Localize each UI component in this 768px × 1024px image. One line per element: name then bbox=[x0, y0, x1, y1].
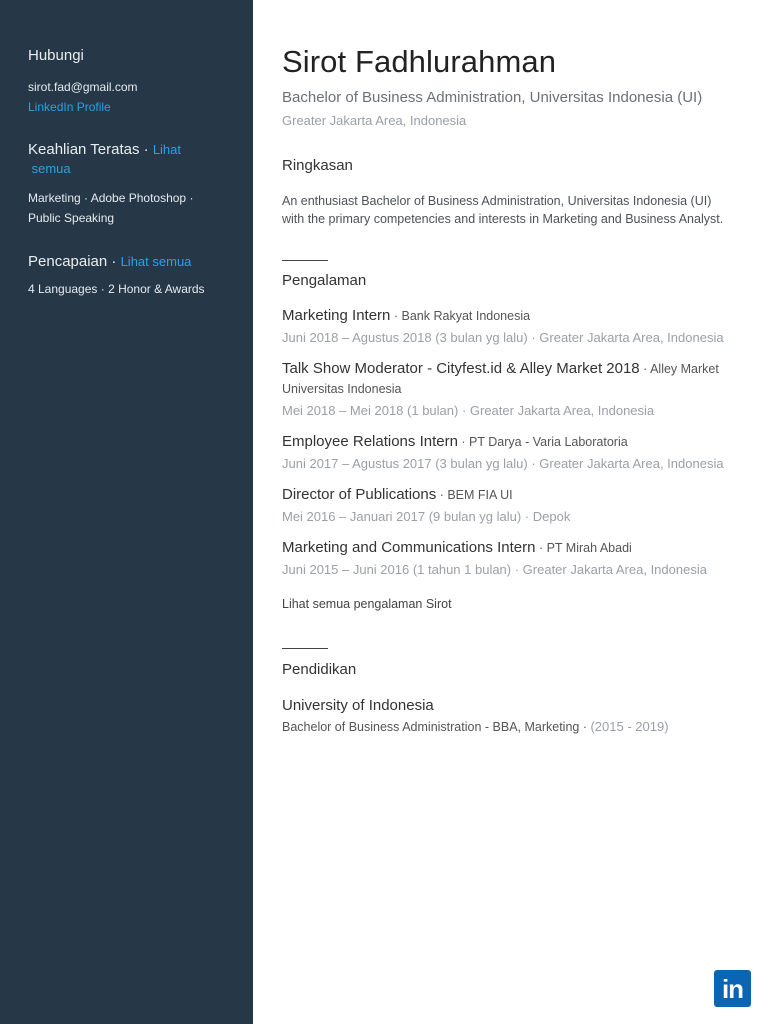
job-meta: Juni 2018 – Agustus 2018 (3 bulan yg lalu) · Greater Jakarta Area, Indonesia bbox=[282, 330, 724, 345]
section-divider bbox=[282, 648, 328, 649]
linkedin-logo-icon: in bbox=[714, 970, 751, 1007]
section-divider bbox=[282, 260, 328, 261]
degree-line bbox=[282, 718, 752, 736]
profile-name: Sirot Fadhlurahman bbox=[282, 44, 557, 79]
job-role: Marketing and Communications Intern bbox=[282, 539, 536, 556]
experience-heading bbox=[282, 359, 752, 399]
job-org: · BEM FIA UI bbox=[436, 488, 513, 502]
skills-see-all-link-line1[interactable]: Lihat bbox=[152, 142, 182, 157]
email-text: sirot.fad@gmail.com bbox=[28, 80, 138, 94]
achievements-heading-label: Pencapaian · bbox=[28, 253, 121, 270]
experience-heading bbox=[282, 306, 752, 326]
experience-item bbox=[282, 485, 752, 526]
skills-list bbox=[28, 188, 233, 228]
job-role: Director of Publications bbox=[282, 486, 437, 503]
degree-text: Bachelor of Business Administration - BBA, Marketing · bbox=[282, 720, 591, 734]
summary-title: Ringkasan bbox=[282, 157, 353, 174]
job-role: Employee Relations Intern bbox=[282, 433, 458, 450]
profile-location: Greater Jakarta Area, Indonesia bbox=[282, 113, 467, 128]
job-org: · PT Darya - Varia Laboratoria bbox=[457, 435, 628, 449]
school-name: University of Indonesia bbox=[282, 697, 434, 714]
summary-text: An enthusiast Bachelor of Business Administration, Universitas Indonesia (UI) with the primary competencies and interests in Marketing and Business Analyst. bbox=[282, 194, 724, 226]
see-all-experience-link[interactable]: Lihat semua pengalaman Sirot bbox=[282, 597, 452, 611]
job-meta: Juni 2015 – Juni 2016 (1 tahun 1 bulan) · Greater Jakarta Area, Indonesia bbox=[282, 562, 707, 577]
experience-item bbox=[282, 359, 752, 420]
job-meta: Mei 2016 – Januari 2017 (9 bulan yg lalu) · Depok bbox=[282, 509, 571, 524]
linkedin-profile-link[interactable]: LinkedIn Profile bbox=[28, 100, 111, 114]
achievements-heading bbox=[28, 252, 233, 271]
sidebar bbox=[0, 0, 253, 1024]
job-org: · PT Mirah Abadi bbox=[535, 541, 632, 555]
skills-line: Public Speaking bbox=[28, 211, 115, 225]
achievements-see-all-link[interactable]: Lihat semua bbox=[120, 254, 192, 269]
job-org: · Alley Market Universitas Indonesia bbox=[282, 362, 719, 396]
skills-heading-label: Keahlian Teratas · bbox=[28, 141, 153, 158]
experience-heading bbox=[282, 538, 752, 558]
experience-item bbox=[282, 538, 752, 579]
experience-heading bbox=[282, 485, 752, 505]
skills-line: Marketing · Adobe Photoshop · bbox=[28, 191, 194, 205]
job-org: · Bank Rakyat Indonesia bbox=[390, 309, 531, 323]
contact-heading: Hubungi bbox=[28, 47, 84, 64]
degree-years: (2015 - 2019) bbox=[590, 719, 669, 734]
experience-title: Pengalaman bbox=[282, 272, 367, 289]
job-role: Talk Show Moderator - Cityfest.id & Alley Market 2018 bbox=[282, 360, 640, 377]
profile-headline: Bachelor of Business Administration, Universitas Indonesia (UI) bbox=[282, 89, 703, 106]
job-meta: Mei 2018 – Mei 2018 (1 bulan) · Greater Jakarta Area, Indonesia bbox=[282, 403, 655, 418]
experience-heading bbox=[282, 432, 752, 452]
skills-heading bbox=[28, 140, 233, 178]
skills-see-all-link-line2[interactable]: semua bbox=[31, 161, 71, 176]
achievements-text: 4 Languages · 2 Honor & Awards bbox=[28, 282, 205, 296]
experience-item bbox=[282, 306, 752, 347]
education-title: Pendidikan bbox=[282, 661, 357, 678]
job-role: Marketing Intern bbox=[282, 307, 391, 324]
experience-item bbox=[282, 432, 752, 473]
job-meta: Juni 2017 – Agustus 2017 (3 bulan yg lalu) · Greater Jakarta Area, Indonesia bbox=[282, 456, 724, 471]
main-content bbox=[282, 42, 752, 736]
